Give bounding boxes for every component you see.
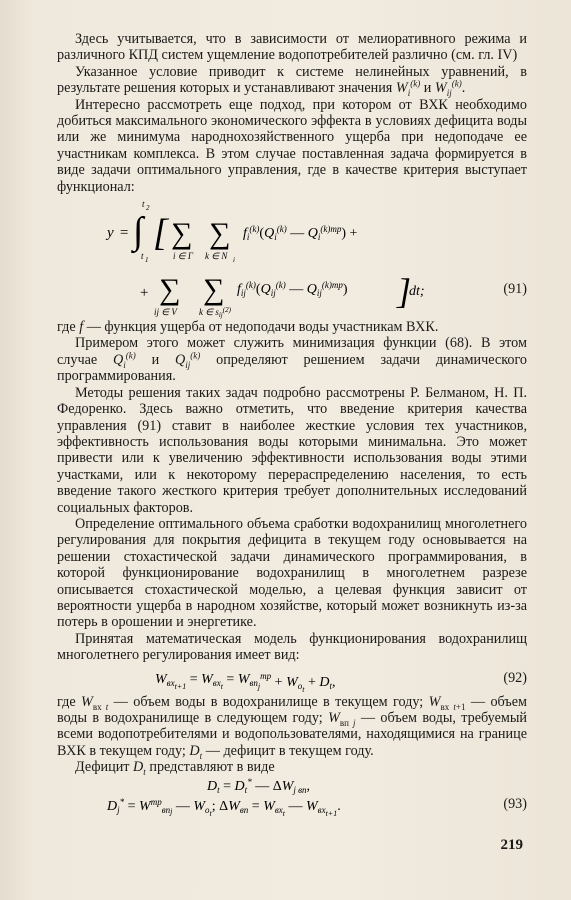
equation-92 <box>57 664 527 694</box>
paragraph-6: Методы решения таких задач подробно рассмотрены Р. Белманом, Н. П. Федоренко. Здесь важно отметить, что введение критерия качества управления (91) ставит в наиболее жесткие условия тех участников, эффективность использования воды которыми минимальна. Это может привести или к увеличению эффективности использования воды этими участками, или к некоторому перераспределению населения, то есть введение такого жесткого критерия требует дополнительных исследований социальных факторов. <box>57 384 527 516</box>
paragraph-2: Указанное условие приводит к системе нелинейных уравнений, в результате решения которых и устанавливают значения $W_i^{(k)}$ и $W_{ij}^{(k)}$. <box>57 63 527 99</box>
paragraph-5: Примером этого может служить минимизация функции (68). В этом случае $Q_i^{(k)}$ и $Q_{ij}^{(k)}$ определяют решением задачи динамического программирования. <box>57 335 528 385</box>
svg-text:k ∈ sij(2): k ∈ $s_{ij}^{(2)}$ <box>199 306 231 320</box>
equation-91-line-2 <box>57 265 527 319</box>
page-body <box>57 31 527 816</box>
equation-91-top-svg <box>57 195 527 265</box>
equation-93 <box>57 776 527 816</box>
svg-text:]: ] <box>397 271 412 312</box>
equation-93-svg <box>57 776 527 816</box>
svg-text:+: + <box>139 285 150 302</box>
svg-text:2: 2 <box>146 204 150 213</box>
paragraph-8: Принятая математическая модель функционирования водохранилищ многолетнего регулирования имеет вид: <box>57 630 527 664</box>
equation-91-number: (91) <box>503 281 527 298</box>
svg-text:Wвхt+1 = Wвхt = Wвпjтр + Wot +: $W_{вхt+1} = W_{вхt} = W_{впj}^{тр} + W_{ot} + D_t$, <box>155 670 336 694</box>
svg-text:∑: ∑ <box>209 217 231 251</box>
svg-text:i ∈ Γ: i ∈ Γ <box>173 251 193 262</box>
svg-text:t: t <box>141 251 144 262</box>
svg-text:∑: ∑ <box>203 273 225 307</box>
equation-92-svg <box>57 664 527 694</box>
equation-92-number: (92) <box>503 669 527 686</box>
svg-text:∫: ∫ <box>133 210 144 253</box>
svg-text:y: y <box>107 225 114 242</box>
paragraph-4: где f — функция ущерба от недоподачи воды участникам ВХК. <box>57 319 439 336</box>
paragraph-10: Дефицит $D_t$ представляют в виде <box>75 759 275 778</box>
svg-text:Dt = Dt* — ΔWj вп,: $D_t = D_t^*$ — $\Delta W_{j вп}$, <box>207 776 311 795</box>
svg-text:Dj* = Wтрвпj — Wot; ΔWвп =: $D_j^* = W^{тр}_{вп}j$ — $W_{ot}$; $\Delta W_{вп} = W_{вхt}$ — $W_{вхt+1}$. <box>107 796 341 816</box>
svg-text:fij(k)(Qij(k) — Qij(k)тр): $f_{ij}^{(k)}(Q_{ij}^{(k)}$ — $Q_{ij}^{(k)тр}$) <box>237 280 348 299</box>
svg-text:=: = <box>119 225 130 242</box>
equation-93-number: (93) <box>503 795 527 812</box>
page-number: 219 <box>500 837 523 853</box>
equation-91-bottom-svg <box>57 265 527 319</box>
svg-text:t: t <box>142 199 145 210</box>
svg-text:∑: ∑ <box>171 217 193 251</box>
svg-text:1: 1 <box>145 256 149 265</box>
svg-text:∑: ∑ <box>159 273 181 307</box>
svg-text:ij ∈ V: ij ∈ V <box>154 307 177 318</box>
svg-text:i: i <box>233 256 235 265</box>
svg-text:[: [ <box>153 212 168 255</box>
paragraph-7: Определение оптимального объема сработки водохранилищ многолетнего регулирования для покрытия дефицита в текущем году основывается на решении стохастической задачи динамического программирования, в которой функционирование водохранилищ в многолетнем разрезе описывается стохастической моделью, а целевая функция зависит от вероятности ущерба в народном хозяйстве, который может возникнуть из-за потерь в орошении и энергетике. <box>57 515 527 631</box>
svg-text:k ∈ N: k ∈ N <box>205 251 228 262</box>
paragraph-3: Интересно рассмотреть еще подход, при котором от ВХК необходимо добиться максимального экономического эффекта в условиях дефицита воды или же минимума народнохозяйственного ущерба при недоподаче ее участникам комплекса. В этом случае поставленная задача формируется в виде задачи оптимального управления, где в качестве критерия выступает функционал: <box>57 96 527 195</box>
paragraph-9: где $W_{вх t}$ — объем воды в водохранилище в текущем году; $W_{вх t+1}$ — объем воды в водохранилище в следующем году; $W_{вп j}$ — объем воды, требуемый всеми водопотребителями и водопользователями, находящимися на границе ВХК в текущем году; $D_t$ — дефицит в текущем году. <box>57 693 528 761</box>
svg-text:dt;: dt; <box>409 284 425 300</box>
paragraph-1: Здесь учитывается, что в зависимости от мелиоративного режима и различного КПД систем ущемление водопотребителей различно (см. гл. IV) <box>57 31 527 64</box>
equation-91-line-1 <box>57 195 527 265</box>
svg-text:fi(k)(Qi(k) — Qi(k)тр) +: $f_i^{(k)}(Q_i^{(k)}$ — $Q_i^{(k)тр}$) + <box>243 224 358 243</box>
